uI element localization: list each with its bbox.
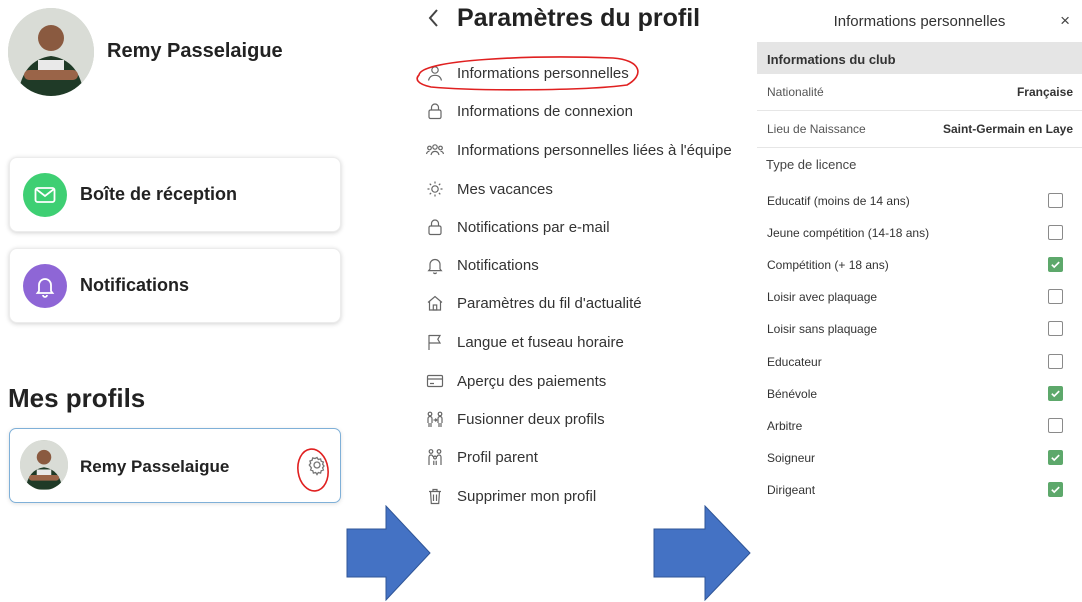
licence-label: Soigneur <box>767 450 816 465</box>
menu-item-label: Notifications <box>457 256 539 274</box>
close-icon[interactable]: × <box>1060 11 1070 30</box>
profile-card-avatar <box>20 440 68 490</box>
licence-label: Educatif (moins de 14 ans) <box>767 194 910 208</box>
licence-checkbox[interactable] <box>1048 482 1063 497</box>
nationality-label: Nationalité <box>767 85 824 99</box>
licence-checkbox[interactable] <box>1048 321 1063 336</box>
menu-item-label: Informations de connexion <box>457 102 633 120</box>
nationality-row <box>757 74 1082 111</box>
home-icon <box>425 293 445 313</box>
menu-item-label: Paramètres du fil d'actualité <box>457 294 642 312</box>
personal-info-panel <box>757 0 1082 602</box>
sun-icon <box>425 179 445 199</box>
licence-checkbox[interactable] <box>1048 225 1063 240</box>
menu-highlight-annotation <box>413 53 645 93</box>
licence-type-title: Type de licence <box>766 157 857 172</box>
licence-row <box>757 410 1082 442</box>
licence-row <box>757 474 1082 506</box>
trash-icon <box>425 486 445 506</box>
merge-profiles-icon <box>425 409 445 429</box>
notifications-label: Notifications <box>80 275 190 295</box>
notifications-card[interactable] <box>9 248 341 323</box>
menu-item-label: Langue et fuseau horaire <box>457 333 624 351</box>
licence-row <box>757 281 1082 313</box>
menu-item[interactable] <box>425 482 596 510</box>
bell-icon <box>33 274 57 298</box>
profile-name: Remy Passelaigue <box>107 40 283 62</box>
licence-row <box>757 185 1082 217</box>
menu-item-label: Profil parent <box>457 448 538 466</box>
club-section-title: Informations du club <box>767 52 896 67</box>
licence-label: Loisir sans plaquage <box>767 322 878 337</box>
check-icon <box>1050 388 1061 399</box>
menu-item-label: Notifications par e-mail <box>457 218 610 236</box>
check-icon <box>1050 452 1061 463</box>
birthplace-label: Lieu de Naissance <box>767 122 866 136</box>
licence-label: Jeune compétition (14-18 ans) <box>767 226 930 241</box>
gear-highlight-annotation <box>294 446 334 496</box>
menu-item[interactable] <box>425 213 610 241</box>
parent-icon <box>425 447 445 467</box>
club-section-header <box>757 42 1082 74</box>
licence-checkbox[interactable] <box>1048 289 1063 304</box>
inbox-icon-circle <box>23 173 67 217</box>
licence-label: Educateur <box>767 354 822 369</box>
menu-item[interactable] <box>425 251 539 279</box>
menu-item-label: Supprimer mon profil <box>457 487 597 505</box>
nationality-value: Française <box>1016 85 1073 99</box>
page-title: Paramètres du profil <box>457 4 701 32</box>
panel-title: Informations personnelles <box>833 13 1006 30</box>
licence-row <box>757 346 1082 378</box>
licence-row <box>757 442 1082 474</box>
inbox-label: Boîte de réception <box>80 184 238 204</box>
menu-item[interactable] <box>425 136 732 164</box>
licence-row <box>757 378 1082 410</box>
menu-item[interactable] <box>425 328 624 356</box>
menu-item-label: Informations personnelles <box>457 64 629 82</box>
team-icon <box>425 140 445 160</box>
birthplace-row <box>757 111 1082 148</box>
birthplace-value: Saint-Germain en Laye <box>942 122 1073 136</box>
licence-label: Compétition (+ 18 ans) <box>767 258 889 273</box>
licence-row <box>757 217 1082 249</box>
panel-header <box>757 0 1082 42</box>
card-icon <box>425 371 445 391</box>
profiles-section-title: Mes profils <box>8 383 146 413</box>
inbox-card[interactable] <box>9 157 341 232</box>
arrow-right-icon <box>653 505 753 601</box>
licence-checkbox[interactable] <box>1048 386 1063 401</box>
licence-label: Dirigeant <box>767 482 816 497</box>
menu-item[interactable] <box>425 97 633 125</box>
licence-checkbox[interactable] <box>1048 257 1063 272</box>
licence-row <box>757 249 1082 281</box>
arrow-right-icon <box>346 505 432 601</box>
menu-item-label: Fusionner deux profils <box>457 410 605 428</box>
menu-item[interactable] <box>425 175 553 203</box>
check-icon <box>1050 484 1061 495</box>
lock-icon <box>425 217 445 237</box>
menu-item[interactable] <box>425 405 605 433</box>
menu-item-label: Aperçu des paiements <box>457 372 607 390</box>
flag-icon <box>425 332 445 352</box>
licence-checkbox[interactable] <box>1048 354 1063 369</box>
avatar <box>8 8 94 96</box>
menu-item[interactable] <box>425 289 642 317</box>
licence-row <box>757 313 1082 345</box>
menu-item-label: Informations personnelles liées à l'équipe <box>457 141 732 159</box>
notifications-icon-circle <box>23 264 67 308</box>
check-icon <box>1050 259 1061 270</box>
licence-label: Bénévole <box>767 386 818 401</box>
menu-item-label: Mes vacances <box>457 180 553 198</box>
licence-checkbox[interactable] <box>1048 418 1063 433</box>
profile-card-name: Remy Passelaigue <box>80 457 230 476</box>
licence-label: Loisir avec plaquage <box>767 290 878 305</box>
mail-icon <box>33 183 57 207</box>
profile-card[interactable] <box>9 428 341 503</box>
licence-checkbox[interactable] <box>1048 193 1063 208</box>
bell-icon <box>425 255 445 275</box>
menu-item[interactable] <box>425 443 538 471</box>
menu-item[interactable] <box>425 367 606 395</box>
back-chevron-icon[interactable] <box>426 6 442 35</box>
licence-label: Arbitre <box>767 418 803 433</box>
lock-icon <box>425 101 445 121</box>
licence-checkbox[interactable] <box>1048 450 1063 465</box>
